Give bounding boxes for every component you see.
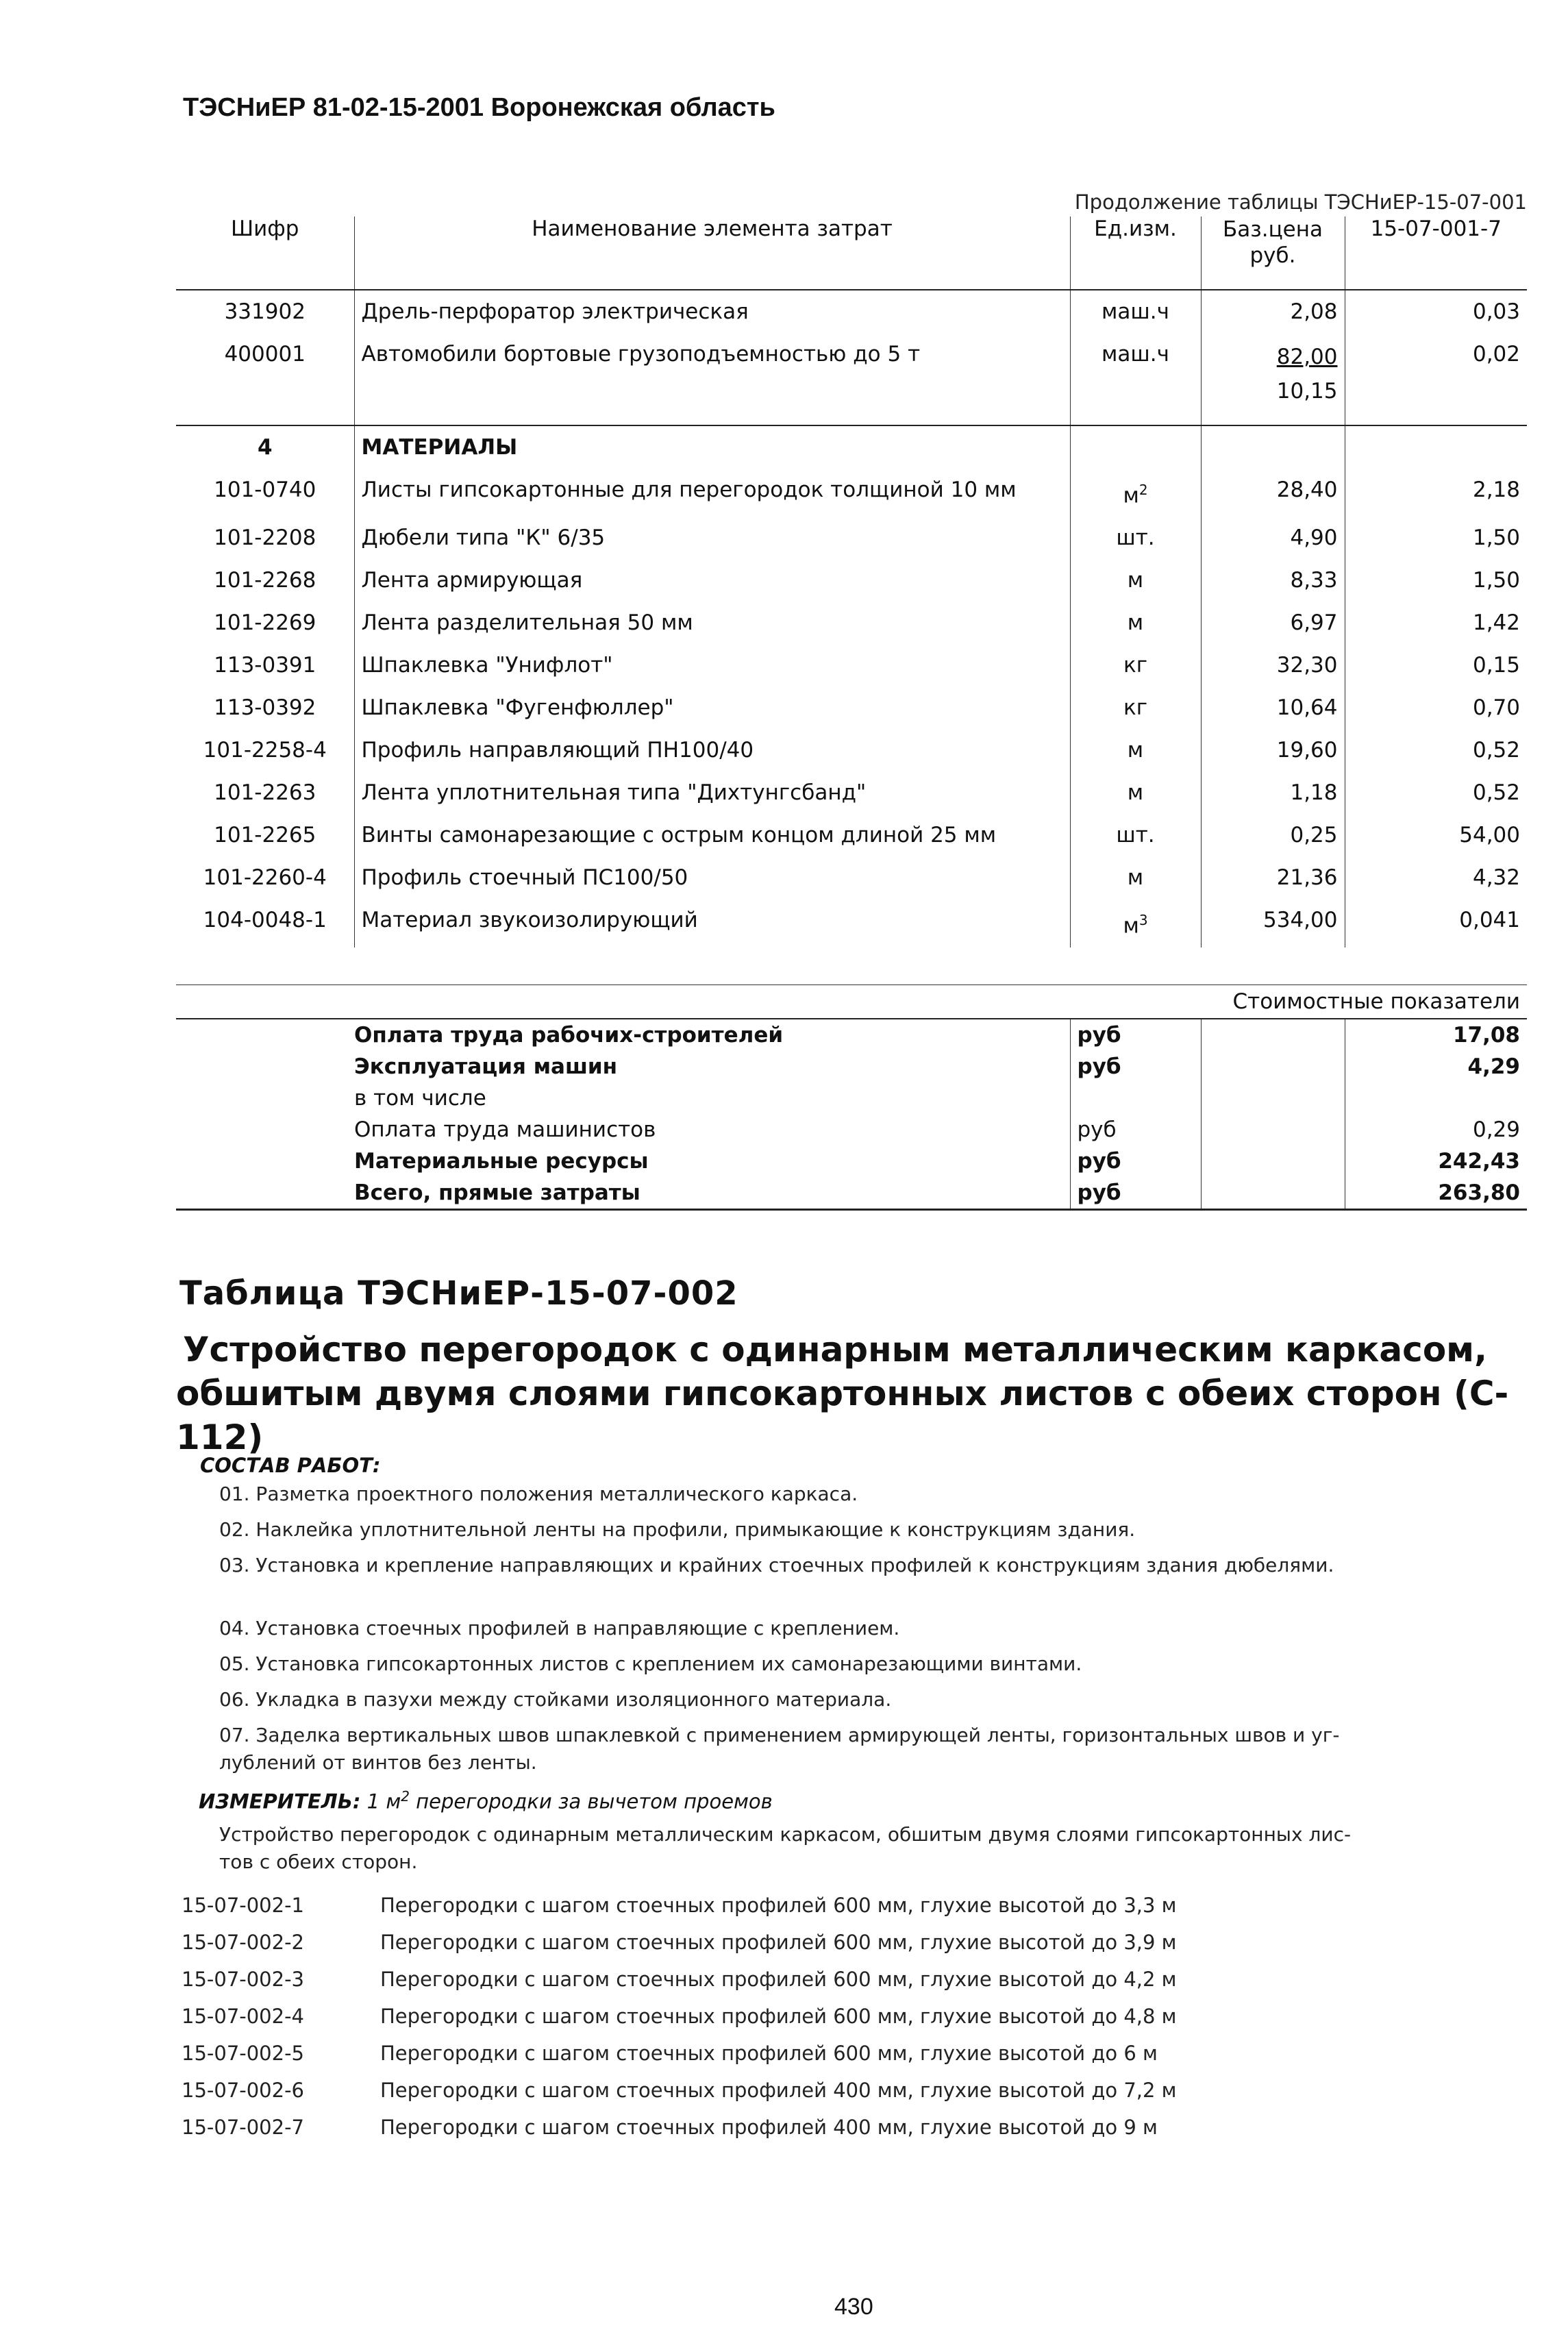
table2-subtitle-line2: обшитым двумя слоями гипсокартонных листов с обеих сторон (С-: [176, 1374, 1509, 1413]
table-row: [176, 559, 1527, 602]
row-code: 101-2265: [176, 814, 354, 856]
row-qty: 4,32: [1472, 865, 1520, 891]
header-code: Шифр: [176, 216, 354, 290]
list-item: [182, 1931, 1177, 1954]
list-item: [182, 1894, 1177, 1917]
cost-row: [176, 1051, 1527, 1082]
measurer-text: 1 м: [366, 1789, 401, 1813]
row-price: 1,18: [1201, 771, 1345, 814]
cost-row: [176, 1177, 1527, 1210]
list-item: [182, 2042, 1158, 2065]
item-group-intro: [219, 1821, 1521, 1876]
row-unit: кг: [1070, 686, 1201, 729]
row-name: Дюбели типа "К" 6/35: [354, 517, 1070, 559]
row-price: 2,08: [1201, 290, 1345, 333]
continuation-caption: Продолжение таблицы ТЭСНиЕР-15-07-001: [1074, 190, 1527, 214]
header-price-line1: Баз.цена: [1222, 217, 1323, 242]
row-unit: м: [1070, 729, 1201, 771]
table-header-row: [176, 216, 1527, 290]
row-code: 101-0740: [176, 469, 354, 517]
row-unit: [1070, 469, 1201, 517]
row-price-secondary: 10,15: [1276, 379, 1338, 404]
cost-unit: руб: [1070, 1019, 1201, 1051]
cost-label: Всего, прямые затраты: [354, 1177, 1070, 1210]
row-qty: 54,00: [1459, 823, 1520, 848]
intro-line1: Устройство перегородок с одинарным металлическим каркасом, обшитым двумя слоями гипсокартонных лис-: [219, 1823, 1352, 1846]
row-price: 21,36: [1201, 856, 1345, 899]
row-name: Шпаклевка "Унифлот": [354, 644, 1070, 686]
table-row: [176, 644, 1527, 686]
cost-row: [176, 1145, 1527, 1177]
section-number: 4: [176, 425, 354, 469]
table-row: [176, 729, 1527, 771]
cost-label: в том числе: [354, 1082, 1070, 1114]
operation-item: 07. Заделка вертикальных швов шпаклевкой с применением армирующей ленты, горизонтальных швов и уг-: [219, 1724, 1340, 1746]
cost-label: Эксплуатация машин: [354, 1051, 1070, 1082]
cost-unit: руб: [1070, 1177, 1201, 1210]
header-name: Наименование элемента затрат: [354, 216, 1070, 290]
row-price: 28,40: [1201, 469, 1345, 517]
cost-header-row: [176, 984, 1527, 1019]
row-price: 6,97: [1201, 602, 1345, 644]
cost-unit: руб: [1070, 1145, 1201, 1177]
cost-label: Оплата труда рабочих-строителей: [354, 1019, 1070, 1051]
header-norm: 15-07-001-7: [1345, 216, 1527, 290]
cost-value: 242,43: [1438, 1148, 1520, 1174]
row-code: 101-2263: [176, 771, 354, 814]
row-name: Профиль направляющий ПН100/40: [354, 729, 1070, 771]
row-code: 113-0391: [176, 644, 354, 686]
row-qty: 0,15: [1472, 653, 1520, 678]
row-qty: 1,50: [1472, 525, 1520, 551]
table2-title: Таблица ТЭСНиЕР-15-07-002: [179, 1274, 738, 1313]
row-name: Шпаклевка "Фугенфюллер": [354, 686, 1070, 729]
measurer-rest: перегородки за вычетом проемов: [409, 1789, 773, 1813]
operation-item: 01. Разметка проектного положения металлического каркаса.: [219, 1483, 858, 1505]
cost-value: 0,29: [1472, 1117, 1520, 1142]
table-row: [176, 899, 1527, 947]
table-row: [176, 856, 1527, 899]
item-code: 15-07-002-3: [182, 1968, 304, 1991]
list-item: [182, 2005, 1177, 2028]
cost-unit: руб: [1070, 1051, 1201, 1082]
row-name: Листы гипсокартонные для перегородок толщиной 10 мм: [354, 469, 1070, 517]
item-code: 15-07-002-1: [182, 1894, 304, 1917]
row-unit: [1070, 899, 1201, 947]
table-row: [176, 333, 1527, 425]
cost-value: 17,08: [1452, 1022, 1520, 1048]
row-unit: маш.ч: [1070, 290, 1201, 333]
section-title: МАТЕРИАЛЫ: [354, 425, 1070, 469]
section-row-materials: [176, 425, 1527, 469]
row-code: 101-2208: [176, 517, 354, 559]
item-text: Перегородки с шагом стоечных профилей 400 мм, глухие высотой до 9 м: [380, 2116, 1158, 2139]
row-unit: м: [1070, 602, 1201, 644]
cost-unit: [1070, 1082, 1201, 1114]
item-code: 15-07-002-5: [182, 2042, 304, 2065]
row-qty: 0,70: [1472, 695, 1520, 721]
table-row: [176, 290, 1527, 333]
table-row: [176, 517, 1527, 559]
resource-table: [176, 216, 1527, 1211]
cost-row: [176, 1019, 1527, 1051]
row-qty: 2,18: [1472, 478, 1520, 502]
cost-row: [176, 1082, 1527, 1114]
unit-superscript: 2: [1138, 482, 1148, 498]
cost-value: 4,29: [1467, 1054, 1520, 1079]
operation-item: 04. Установка стоечных профилей в направляющие с креплением.: [219, 1617, 900, 1639]
row-code: 101-2258-4: [176, 729, 354, 771]
item-code: 15-07-002-4: [182, 2005, 304, 2028]
list-item: [182, 2116, 1158, 2139]
row-unit: м: [1070, 771, 1201, 814]
item-text: Перегородки с шагом стоечных профилей 600 мм, глухие высотой до 4,2 м: [380, 1968, 1177, 1991]
row-price: 0,25: [1201, 814, 1345, 856]
table-row: [176, 686, 1527, 729]
row-qty: 0,02: [1345, 333, 1527, 425]
row-name: Лента армирующая: [354, 559, 1070, 602]
unit-text: м: [1123, 483, 1139, 508]
operation-item: 06. Укладка в пазухи между стойками изоляционного материала.: [219, 1688, 892, 1711]
row-qty: 0,52: [1472, 780, 1520, 806]
table2-subtitle: [176, 1328, 1519, 1459]
item-text: Перегородки с шагом стоечных профилей 600 мм, глухие высотой до 3,3 м: [380, 1894, 1177, 1917]
unit-superscript: 3: [1138, 912, 1148, 929]
document-header: ТЭСНиЕР 81-02-15-2001 Воронежская область: [183, 93, 775, 122]
item-code: 15-07-002-2: [182, 1931, 304, 1954]
row-code: 331902: [176, 290, 354, 333]
row-name: Лента уплотнительная типа "Дихтунгсбанд": [354, 771, 1070, 814]
table-row: [176, 771, 1527, 814]
row-price: 4,90: [1201, 517, 1345, 559]
row-unit: кг: [1070, 644, 1201, 686]
cost-row: [176, 1114, 1527, 1145]
cost-unit: руб: [1070, 1114, 1201, 1145]
row-code: 101-2260-4: [176, 856, 354, 899]
table-row: [176, 602, 1527, 644]
row-price: [1201, 333, 1345, 425]
list-item: [182, 1968, 1177, 1991]
row-name: Лента разделительная 50 мм: [354, 602, 1070, 644]
page-number: 430: [834, 2294, 873, 2320]
item-code: 15-07-002-6: [182, 2079, 304, 2102]
table2-subtitle-line1: Устройство перегородок с одинарным металлическим каркасом,: [183, 1330, 1488, 1370]
row-qty: 0,52: [1472, 738, 1520, 763]
work-composition-label: СОСТАВ РАБОТ:: [200, 1454, 381, 1477]
measurer-superscript: 2: [401, 1788, 410, 1805]
cost-label: Материальные ресурсы: [354, 1145, 1070, 1177]
row-name: Дрель-перфоратор электрическая: [354, 290, 1070, 333]
row-unit: м: [1070, 559, 1201, 602]
cost-value: [1345, 1082, 1527, 1114]
row-price-base: 82,00: [1276, 345, 1338, 369]
item-text: Перегородки с шагом стоечных профилей 600 мм, глухие высотой до 4,8 м: [380, 2005, 1177, 2028]
row-code: 400001: [176, 333, 354, 425]
row-price: 32,30: [1201, 644, 1345, 686]
row-price: 8,33: [1201, 559, 1345, 602]
row-name: Профиль стоечный ПС100/50: [354, 856, 1070, 899]
row-code: 101-2269: [176, 602, 354, 644]
row-code: 113-0392: [176, 686, 354, 729]
list-item: [182, 2079, 1177, 2102]
row-name: Материал звукоизолирующий: [354, 899, 1070, 947]
cost-header: Стоимостные показатели: [1201, 984, 1527, 1019]
row-code: 101-2268: [176, 559, 354, 602]
item-text: Перегородки с шагом стоечных профилей 400 мм, глухие высотой до 7,2 м: [380, 2079, 1177, 2102]
row-price: 534,00: [1201, 899, 1345, 947]
header-price: [1201, 216, 1345, 290]
operation-item: 05. Установка гипсокартонных листов с креплением их самонарезающими винтами.: [219, 1652, 1082, 1675]
spacer-row: [176, 947, 1527, 985]
operation-item-continued: лублений от винтов без ленты.: [219, 1751, 537, 1774]
row-unit: м: [1070, 856, 1201, 899]
measurer-line: [199, 1788, 773, 1813]
row-price: 19,60: [1201, 729, 1345, 771]
item-text: Перегородки с шагом стоечных профилей 600 мм, глухие высотой до 6 м: [380, 2042, 1158, 2065]
intro-line2: тов с обеих сторон.: [219, 1850, 418, 1873]
row-qty: 0,03: [1472, 299, 1520, 324]
row-name: Автомобили бортовые грузоподъемностью до 5 т: [354, 333, 1070, 425]
row-code: 104-0048-1: [176, 899, 354, 947]
row-qty: 1,42: [1472, 610, 1520, 636]
operation-item: 02. Наклейка уплотнительной ленты на профили, примыкающие к конструкциям здания.: [219, 1518, 1136, 1541]
item-code: 15-07-002-7: [182, 2116, 304, 2139]
row-unit: шт.: [1070, 814, 1201, 856]
item-text: Перегородки с шагом стоечных профилей 600 мм, глухие высотой до 3,9 м: [380, 1931, 1177, 1954]
row-name: Винты самонарезающие с острым концом длиной 25 мм: [354, 814, 1070, 856]
table2-subtitle-line3: 112): [176, 1417, 264, 1457]
measurer-label: ИЗМЕРИТЕЛЬ:: [199, 1789, 361, 1813]
row-unit: шт.: [1070, 517, 1201, 559]
header-price-line2: руб.: [1249, 243, 1296, 268]
unit-text: м: [1123, 913, 1139, 939]
cost-value: 263,80: [1345, 1177, 1527, 1210]
header-unit: Ед.изм.: [1070, 216, 1201, 290]
table-row: [176, 469, 1527, 517]
operation-item: 03. Установка и крепление направляющих и крайних стоечных профилей к конструкциям здания дюбелями.: [219, 1554, 1334, 1576]
row-qty: 0,041: [1459, 908, 1520, 933]
cost-label: Оплата труда машинистов: [354, 1114, 1070, 1145]
row-price: 10,64: [1201, 686, 1345, 729]
row-qty: 1,50: [1472, 568, 1520, 593]
row-unit: маш.ч: [1070, 333, 1201, 425]
table-row: [176, 814, 1527, 856]
